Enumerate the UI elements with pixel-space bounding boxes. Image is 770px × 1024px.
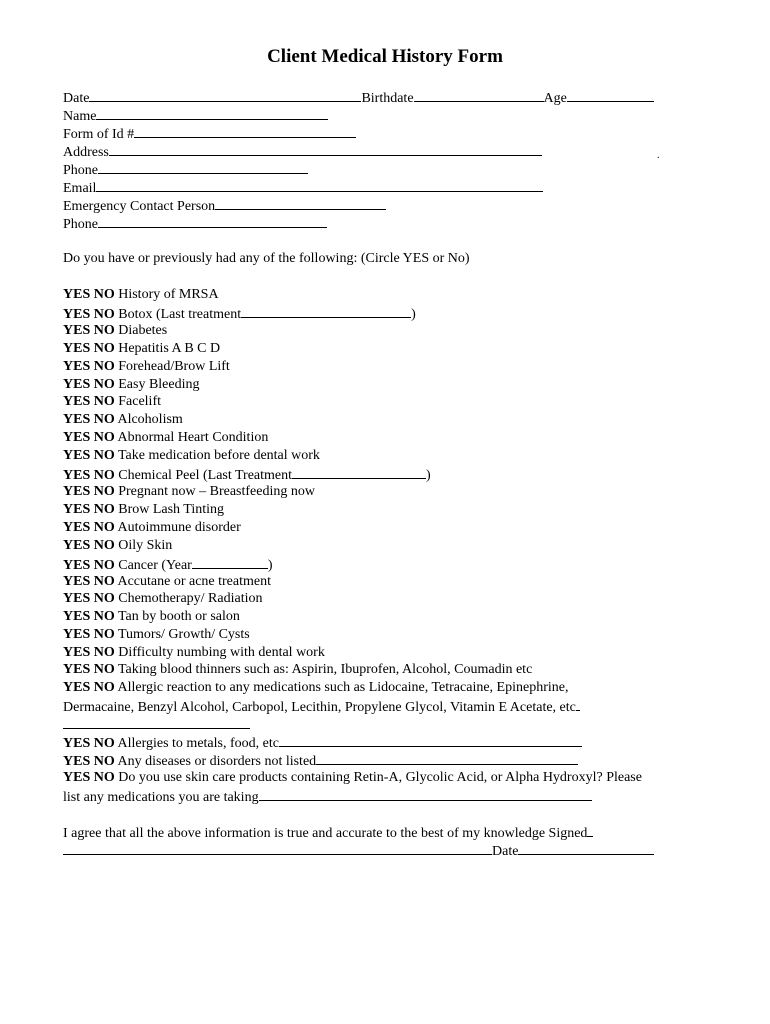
yes-no-options[interactable]: YES NO [63,287,115,302]
question-row [63,376,200,394]
birthdate-field[interactable] [414,88,544,102]
signature-date-row [63,841,654,859]
question-text: Accutane or acne treatment [117,574,271,589]
yes-no-options[interactable]: YES NO [63,323,115,338]
age-field[interactable] [567,88,654,102]
yes-no-options[interactable]: YES NO [63,645,115,660]
date-field[interactable] [89,88,361,102]
yes-no-options[interactable]: YES NO [63,412,115,427]
form-of-id-label: Form of Id # [63,127,135,142]
form-of-id-row [63,124,356,142]
question-row [63,679,568,697]
phone-field[interactable] [98,160,308,174]
question-text: Autoimmune disorder [117,520,241,535]
question-row [63,304,416,322]
instruction-text: Do you have or previously had any of the following: (Circle YES or No) [63,251,470,266]
question-text: list any medications you are taking [63,790,259,805]
question-row [63,322,167,340]
emergency-phone-field[interactable] [98,214,327,228]
address-row [63,142,542,160]
question-text: Easy Bleeding [118,377,200,392]
yes-no-options[interactable]: YES NO [63,502,115,517]
question-text: Hepatitis A B C D [118,341,221,356]
question-row [63,626,250,644]
yes-no-options[interactable]: YES NO [63,468,115,483]
question-text: Tan by booth or salon [117,609,240,624]
yes-no-options[interactable]: YES NO [63,609,115,624]
question-row [63,608,240,626]
yes-no-options[interactable]: YES NO [63,754,115,769]
phone-label: Phone [63,163,98,178]
name-label: Name [63,109,97,124]
stray-mark: . [657,150,660,161]
birthdate-label: Birthdate [361,91,414,106]
question-text: Alcoholism [117,412,183,427]
yes-no-options[interactable]: YES NO [63,770,115,785]
form-of-id-field[interactable] [134,124,356,138]
question-row [63,537,172,555]
question-text: Allergies to metals, food, etc [117,736,279,751]
allergies-field[interactable] [279,733,582,747]
question-text-close: ) [426,468,431,483]
question-text-close: ) [267,558,273,573]
question-row [63,769,642,787]
question-text: Take medication before dental work [117,448,320,463]
question-text: Cancer (Year [118,558,192,573]
name-row [63,106,328,124]
allergic-reaction-extra-field[interactable] [63,715,250,729]
signature-date-field[interactable] [518,841,654,855]
yes-no-options[interactable]: YES NO [63,307,115,322]
question-row [63,358,230,376]
question-text: Dermacaine, Benzyl Alcohol, Carbopol, Lecithin, Propylene Glycol, Vitamin E Acetate, etc [63,700,576,715]
question-row [63,644,325,662]
botox-last-treatment-field[interactable] [241,304,411,318]
question-text: Chemical Peel (Last Treatment [118,468,293,483]
question-row [63,751,578,769]
phone-row [63,160,308,178]
question-text: History of MRSA [118,287,219,302]
question-row [63,483,315,501]
question-row [63,501,224,519]
question-row [63,519,241,537]
question-text: Facelift [118,394,161,409]
yes-no-options[interactable]: YES NO [63,448,115,463]
date-birthdate-age-row [63,88,654,106]
question-text: Abnormal Heart Condition [117,430,269,445]
question-row [63,429,268,447]
address-field[interactable] [109,142,542,156]
question-row [63,411,183,429]
yes-no-options[interactable]: YES NO [63,377,115,392]
question-continuation [63,787,592,805]
yes-no-options[interactable]: YES NO [63,430,115,445]
emergency-contact-label: Emergency Contact Person [63,199,216,214]
question-row [63,447,320,465]
question-text: Allergic reaction to any medications such as Lidocaine, Tetracaine, Epinephrine, [117,680,569,695]
agreement-row [63,823,593,841]
yes-no-options[interactable]: YES NO [63,341,115,356]
question-text: Pregnant now – Breastfeeding now [118,484,315,499]
question-text: Oily Skin [118,538,173,553]
question-text: Difficulty numbing with dental work [118,645,325,660]
yes-no-options[interactable]: YES NO [63,558,115,573]
yes-no-options[interactable]: YES NO [63,591,115,606]
yes-no-options[interactable]: YES NO [63,520,115,535]
form-title: Client Medical History Form [267,46,503,67]
emergency-phone-label: Phone [63,217,98,232]
signature-field-start[interactable] [587,823,593,837]
question-text: Brow Lash Tinting [118,502,225,517]
yes-no-options[interactable]: YES NO [63,538,115,553]
address-label: Address [63,145,109,160]
yes-no-options[interactable]: YES NO [63,484,115,499]
question-row [63,733,582,751]
question-text: Botox (Last treatment [118,307,242,322]
emergency-contact-field[interactable] [215,196,386,210]
email-row [63,178,543,196]
agreement-text: I agree that all the above information is true and accurate to the best of my knowledge Signed [63,826,588,841]
diseases-field[interactable] [316,751,578,765]
yes-no-options[interactable]: YES NO [63,680,115,695]
question-text: Chemotherapy/ Radiation [118,591,263,606]
yes-no-options[interactable]: YES NO [63,394,115,409]
yes-no-options[interactable]: YES NO [63,736,115,751]
yes-no-options[interactable]: YES NO [63,574,115,589]
question-row [63,340,220,358]
yes-no-options[interactable]: YES NO [63,662,115,677]
email-field[interactable] [96,178,543,192]
email-label: Email [63,181,97,196]
question-text: Diabetes [118,323,168,338]
question-row [63,555,273,573]
emergency-phone-row [63,214,327,232]
question-text: Tumors/ Growth/ Cysts [117,627,250,642]
question-row [63,573,271,591]
question-row [63,286,219,304]
emergency-contact-row [63,196,386,214]
yes-no-options[interactable]: YES NO [63,359,115,374]
blank-line-row [63,715,250,733]
chemical-peel-last-treatment-field[interactable] [292,465,426,479]
yes-no-options[interactable]: YES NO [63,627,115,642]
question-text: Forehead/Brow Lift [118,359,230,374]
signature-field[interactable] [63,841,492,855]
date-label: Date [492,844,519,859]
question-row [63,661,532,679]
allergic-reaction-field[interactable] [576,697,580,711]
question-continuation [63,697,580,715]
date-label: Date [63,91,90,106]
question-text: Do you use skin care products containing Retin-A, Glycolic Acid, or Alpha Hydroxyl? Please [118,770,642,785]
age-label: Age [543,91,567,106]
question-row [63,465,431,483]
question-text-close: ) [411,307,416,322]
cancer-year-field[interactable] [192,555,268,569]
question-text: Taking blood thinners such as: Aspirin, Ibuprofen, Alcohol, Coumadin etc [117,662,533,677]
question-text: Any diseases or disorders not listed [117,754,317,769]
medications-field[interactable] [259,787,592,801]
question-row [63,393,161,411]
name-field[interactable] [96,106,328,120]
question-row [63,590,262,608]
